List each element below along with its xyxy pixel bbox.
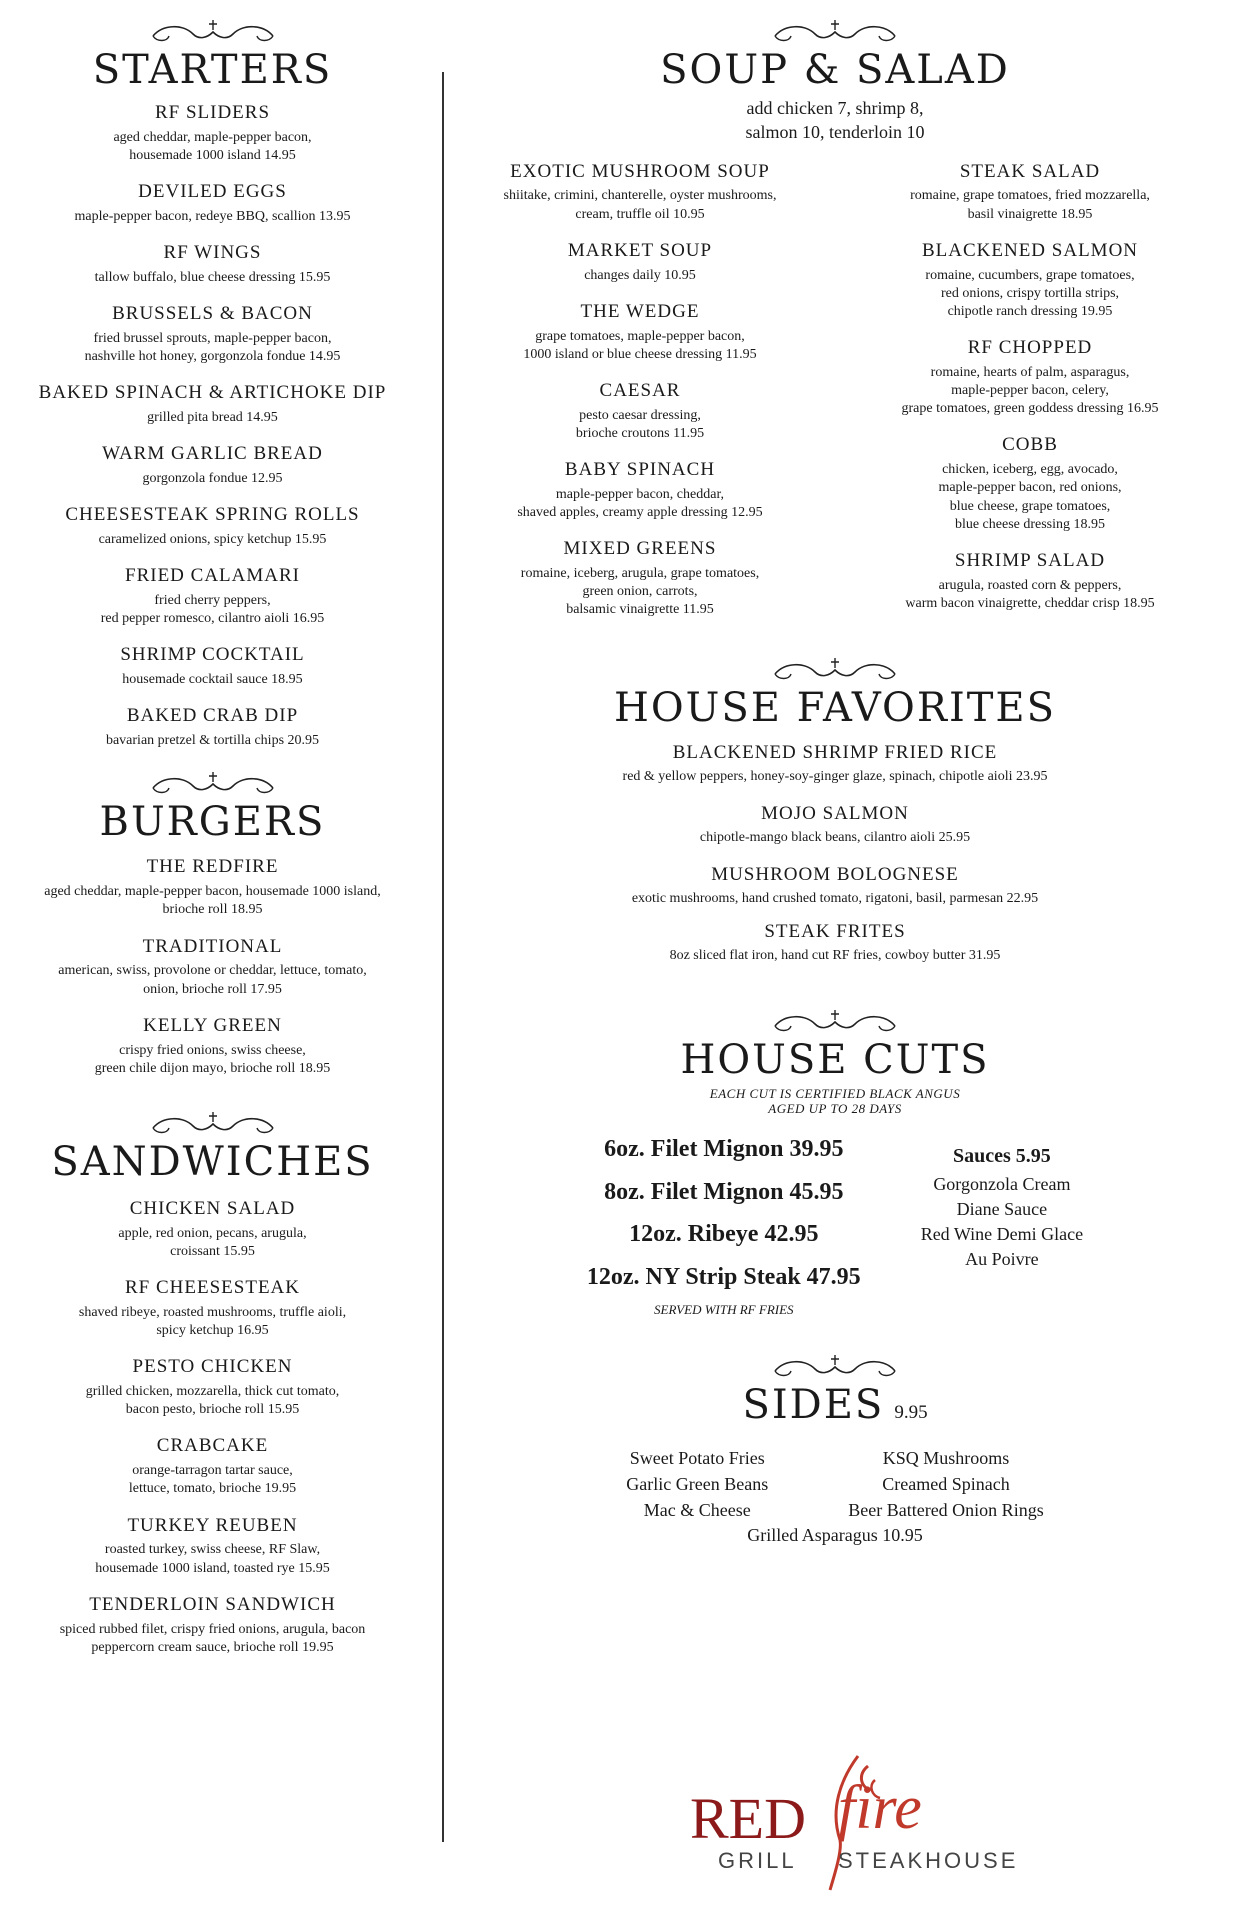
section-title-burgers: BURGERS <box>99 799 326 846</box>
item-desc: fried brussel sprouts, maple-pepper bacon, nashville hot honey, gorgonzola fondue 14.95 <box>84 330 341 365</box>
item-desc: 8oz sliced flat iron, hand cut RF fries, cowboy butter 31.95 <box>669 948 1001 964</box>
item-name: SHRIMP SALAD <box>954 550 1106 572</box>
item-name: BRUSSELS & BACON <box>112 303 313 325</box>
list-item <box>20 565 405 628</box>
list-item <box>20 1198 405 1261</box>
item-desc: exotic mushrooms, hand crushed tomato, rigatoni, basil, parmesan 22.95 <box>631 891 1039 907</box>
item-name: RF SLIDERS <box>154 102 271 123</box>
item-desc: tallow buffalo, blue cheese dressing 15.95 <box>94 269 331 285</box>
item-name: THE WEDGE <box>580 300 700 322</box>
list-item <box>450 161 830 224</box>
item-desc: fried cherry peppers, red pepper romesco, cilantro aioli 16.95 <box>100 593 325 627</box>
list-item <box>20 504 405 549</box>
item-name: TENDERLOIN SANDWICH <box>89 1593 336 1615</box>
item-name: BAKED SPINACH & ARTICHOKE DIP <box>38 382 387 404</box>
item-desc: crispy fried onions, swiss cheese, green chile dijon mayo, brioche roll 18.95 <box>94 1042 331 1076</box>
item-desc: arugula, roasted corn & peppers, warm bacon vinaigrette, cheddar crisp 18.95 <box>905 577 1155 612</box>
item-name: THE REDFIRE <box>146 856 279 878</box>
item-name: FRIED CALAMARI <box>125 565 300 587</box>
item-desc: american, swiss, provolone or cheddar, lettuce, tomato, onion, brioche roll 17.95 <box>58 963 367 997</box>
item-name: MIXED GREENS <box>563 538 717 560</box>
fries-note: SERVED WITH RF FRIES <box>654 1301 794 1317</box>
section-title-house-favorites: HOUSE FAVORITES <box>613 684 1057 731</box>
item-desc: chicken, iceberg, egg, avocado, maple-pepper bacon, red onions, blue cheese, grape tomatoes, blue cheese dressing 18.95 <box>938 462 1122 532</box>
cut-item: 12oz. NY Strip Steak 47.95 <box>586 1264 861 1291</box>
item-desc: aged cheddar, maple-pepper bacon, housemade 1000 island 14.95 <box>113 129 312 163</box>
list-item <box>20 303 405 366</box>
item-desc: spiced rubbed filet, crispy fried onions, arugula, bacon peppercorn cream sauce, brioche roll 19.95 <box>59 1621 366 1655</box>
item-name: RF CHEESESTEAK <box>125 1277 300 1299</box>
section-title-soup-salad: SOUP & SALAD <box>660 47 1010 93</box>
flame-logo-icon <box>690 1750 1020 1900</box>
item-desc: shiitake, crimini, chanterelle, oyster mushrooms, cream, truffle oil 10.95 <box>503 188 777 222</box>
list-item <box>450 864 1220 909</box>
section-title-sides: SIDES <box>742 1381 885 1428</box>
list-item <box>450 459 830 522</box>
logo-steakhouse-text: STEAKHOUSE <box>838 1848 1019 1873</box>
sides-right <box>848 1445 1043 1523</box>
list-item <box>840 161 1220 224</box>
item-name: COBB <box>1002 434 1058 456</box>
side-item: KSQ Mushrooms <box>882 1447 1010 1468</box>
list-item <box>450 803 1220 848</box>
list-item <box>20 705 405 750</box>
sauce-item: Diane Sauce <box>956 1198 1048 1219</box>
list-item <box>450 742 1220 787</box>
list-item <box>20 856 405 919</box>
section-title-house-cuts: HOUSE CUTS <box>680 1036 990 1083</box>
item-desc: grilled pita bread 14.95 <box>147 410 278 426</box>
scroll-ornament-icon <box>765 1353 905 1381</box>
item-desc: red & yellow peppers, honey-soy-ginger glaze, spinach, chipotle aioli 23.95 <box>622 769 1048 785</box>
side-item: Garlic Green Beans <box>626 1474 769 1495</box>
list-item <box>840 240 1220 321</box>
list-item <box>840 550 1220 613</box>
redfire-logo <box>690 1750 1020 1900</box>
item-desc: grape tomatoes, maple-pepper bacon, 1000 island or blue cheese dressing 11.95 <box>523 328 757 362</box>
item-name: WARM GARLIC BREAD <box>102 443 323 465</box>
list-item <box>20 1277 405 1340</box>
scroll-ornament-icon <box>143 1110 283 1138</box>
burgers-list <box>20 856 405 1078</box>
item-name: CAESAR <box>599 379 681 401</box>
item-desc: romaine, grape tomatoes, fried mozzarella, basil vinaigrette 18.95 <box>910 188 1150 222</box>
item-name: CHICKEN SALAD <box>129 1197 296 1219</box>
item-name: RF CHOPPED <box>967 337 1093 359</box>
item-name: RF WINGS <box>163 242 262 264</box>
item-desc: romaine, iceberg, arugula, grape tomatoes, green onion, carrots, balsamic vinaigrette 11.95 <box>520 566 760 618</box>
list-item <box>450 240 830 285</box>
cuts-list <box>587 1135 861 1331</box>
list-item <box>840 337 1220 418</box>
cut-item: 6oz. Filet Mignon 39.95 <box>604 1135 844 1162</box>
sides-price: 9.95 <box>894 1401 928 1423</box>
item-desc: roasted turkey, swiss cheese, RF Slaw, housemade 1000 island, toasted rye 15.95 <box>95 1542 330 1576</box>
item-desc: romaine, cucumbers, grape tomatoes, red onions, crispy tortilla strips, chipotle ranch dressing 19.95 <box>925 267 1135 319</box>
item-name: STEAK SALAD <box>959 160 1101 182</box>
list-item <box>840 434 1220 534</box>
soup-salad-columns <box>450 161 1220 620</box>
item-desc: bavarian pretzel & tortilla chips 20.95 <box>105 733 320 749</box>
item-desc: gorgonzola fondue 12.95 <box>142 471 283 487</box>
side-item: Sweet Potato Fries <box>629 1447 765 1468</box>
item-name: STEAK FRITES <box>764 920 906 942</box>
list-item <box>20 443 405 488</box>
item-name: MUSHROOM BOLOGNESE <box>711 863 959 885</box>
list-item <box>20 1015 405 1078</box>
item-desc: maple-pepper bacon, cheddar, shaved apples, creamy apple dressing 12.95 <box>517 486 763 521</box>
item-name: TRADITIONAL <box>142 935 283 957</box>
scroll-ornament-icon <box>765 1008 905 1036</box>
item-desc: maple-pepper bacon, redeye BBQ, scallion 13.95 <box>74 208 351 224</box>
scroll-ornament-icon <box>765 656 905 684</box>
item-name: PESTO CHICKEN <box>132 1356 293 1378</box>
list-item <box>20 382 405 427</box>
item-name: BLACKENED SHRIMP FRIED RICE <box>672 741 998 763</box>
scroll-ornament-icon <box>143 18 283 46</box>
list-item <box>20 1594 405 1657</box>
cut-item: 12oz. Ribeye 42.95 <box>629 1221 819 1248</box>
sauce-item: Red Wine Demi Glace <box>920 1224 1084 1245</box>
scroll-ornament-icon <box>765 18 905 46</box>
logo-grill-text: GRILL <box>718 1848 797 1873</box>
column-divider <box>442 72 444 1842</box>
list-item <box>20 102 405 165</box>
item-name: KELLY GREEN <box>143 1014 282 1036</box>
item-desc: orange-tarragon tartar sauce, lettuce, tomato, brioche 19.95 <box>128 1463 297 1497</box>
section-title-sandwiches: SANDWICHES <box>51 1138 374 1185</box>
list-item <box>450 380 830 443</box>
item-name: MARKET SOUP <box>567 239 713 261</box>
sides-header <box>450 1381 1220 1428</box>
list-item <box>20 644 405 689</box>
list-item <box>20 1515 405 1578</box>
item-desc: chipotle-mango black beans, cilantro aioli 25.95 <box>699 830 971 846</box>
item-desc: caramelized onions, spicy ketchup 15.95 <box>98 532 327 548</box>
list-item <box>450 301 830 364</box>
house-favorites-list <box>450 742 1220 966</box>
starters-list <box>20 102 405 750</box>
list-item <box>20 181 405 226</box>
item-desc: housemade cocktail sauce 18.95 <box>122 672 303 688</box>
soup-salad-right <box>840 161 1220 620</box>
sides-left <box>626 1445 768 1523</box>
item-desc: romaine, hearts of palm, asparagus, maple-pepper bacon, celery, grape tomatoes, green goddess dressing 16.95 <box>901 364 1159 417</box>
side-item: Mac & Cheese <box>643 1500 751 1521</box>
item-name: SHRIMP COCKTAIL <box>120 644 305 666</box>
item-name: BAKED CRAB DIP <box>126 705 299 727</box>
item-desc: aged cheddar, maple-pepper bacon, housemade 1000 island, brioche roll 18.95 <box>44 884 381 918</box>
list-item <box>20 1435 405 1498</box>
item-name: DEVILED EGGS <box>138 181 287 203</box>
item-desc: grilled chicken, mozzarella, thick cut tomato, bacon pesto, brioche roll 15.95 <box>85 1384 340 1418</box>
list-item <box>20 242 405 287</box>
sauces-heading: Sauces 5.95 <box>952 1144 1051 1167</box>
cut-item: 8oz. Filet Mignon 45.95 <box>604 1178 844 1205</box>
item-name: BABY SPINACH <box>564 459 716 481</box>
item-desc: pesto caesar dressing, brioche croutons 11.95 <box>575 407 705 441</box>
logo-fire-text: fire <box>838 1774 922 1842</box>
item-name: BLACKENED SALMON <box>921 239 1139 261</box>
section-title-starters: STARTERS <box>92 47 333 93</box>
logo-red-text: RED <box>690 1786 806 1851</box>
add-protein-note: add chicken 7, shrimp 8, salmon 10, tenderloin 10 <box>745 98 925 143</box>
sides-grid <box>450 1445 1220 1523</box>
sauces-list <box>921 1145 1083 1331</box>
left-column <box>20 0 405 1657</box>
side-item: Beer Battered Onion Rings <box>848 1500 1044 1521</box>
list-item <box>450 538 830 619</box>
right-column <box>450 0 1220 1546</box>
item-desc: shaved ribeye, roasted mushrooms, truffle aioli, spicy ketchup 16.95 <box>78 1304 347 1339</box>
list-item <box>20 936 405 999</box>
item-desc: changes daily 10.95 <box>584 267 696 283</box>
item-name: TURKEY REUBEN <box>127 1514 298 1536</box>
list-item <box>450 921 1220 966</box>
angus-note: EACH CUT IS CERTIFIED BLACK ANGUS AGED UP TO 28 DAYS <box>709 1085 961 1117</box>
sauce-item: Au Poivre <box>965 1249 1039 1270</box>
item-name: EXOTIC MUSHROOM SOUP <box>510 160 770 182</box>
list-item <box>20 1356 405 1419</box>
sandwiches-list <box>20 1198 405 1657</box>
sauce-item: Gorgonzola Cream <box>933 1173 1071 1194</box>
side-item-asparagus: Grilled Asparagus 10.95 <box>747 1525 923 1546</box>
item-name: MOJO SALMON <box>761 802 909 824</box>
item-name: CRABCAKE <box>156 1435 269 1457</box>
side-item: Creamed Spinach <box>882 1474 1010 1495</box>
scroll-ornament-icon <box>143 770 283 798</box>
soup-salad-left <box>450 161 830 620</box>
item-name: CHEESESTEAK SPRING ROLLS <box>65 504 360 526</box>
item-desc: apple, red onion, pecans, arugula, croissant 15.95 <box>118 1225 307 1259</box>
cuts-row <box>450 1135 1220 1331</box>
